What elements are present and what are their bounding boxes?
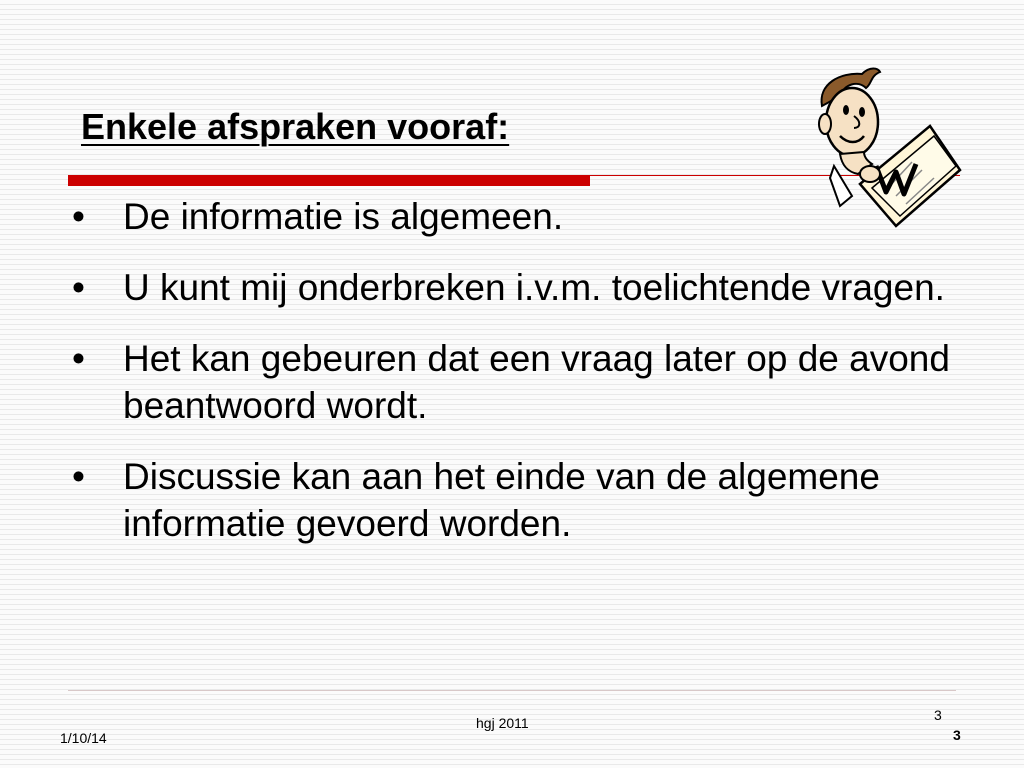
footer-page-number: 3 [934,707,942,723]
bullet-text: U kunt mij onderbreken i.v.m. toelichtende vragen. [123,267,945,308]
bullet-marker: • [72,338,85,379]
bullet-item [68,193,988,240]
bullet-item [68,264,988,311]
title-accent-bar [68,175,590,186]
bullet-item [68,335,988,429]
bullet-item [68,453,988,547]
footer-slide-number: 3 [953,727,961,743]
bullet-text: De informatie is algemeen. [123,196,564,237]
bullet-marker: • [72,267,85,308]
bullet-list [68,193,988,571]
bullet-text: Discussie kan aan het einde van de algemene informatie gevoerd worden. [123,456,880,544]
bullet-marker: • [72,196,85,237]
footer-author: hgj 2011 [476,715,529,731]
bullet-marker: • [72,456,85,497]
slide-title: Enkele afspraken vooraf: [81,106,510,147]
footer-divider [68,690,956,691]
footer-date: 1/10/14 [60,730,107,746]
bullet-text: Het kan gebeuren dat een vraag later op de avond beantwoord wordt. [123,338,950,426]
